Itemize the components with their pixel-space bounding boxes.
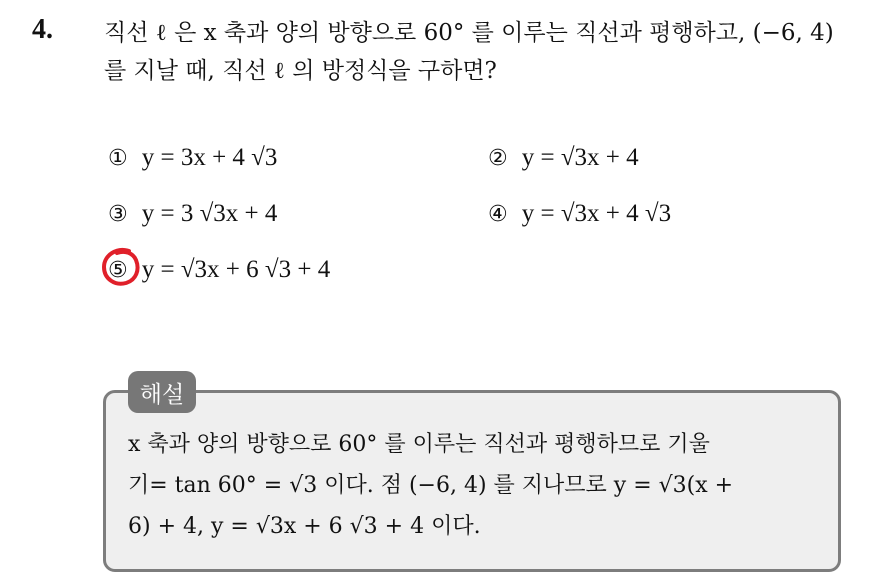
choice-3[interactable] (108, 200, 277, 228)
solution-text (128, 424, 828, 547)
choice-2-expression: y = √3x + 4 (521, 144, 639, 171)
stem-line-1: 직선 ℓ 은 x 축과 양의 방향으로 60° 를 이루는 직선과 평행하고, (−6, 4) (104, 20, 834, 46)
choice-2-marker: ② (488, 145, 508, 171)
problem-stem (104, 14, 874, 90)
choice-1-marker: ① (108, 145, 128, 171)
choice-5-marker-wrap (108, 257, 142, 283)
solution-line-2: 기= tan 60° = √3 이다. 점 (−6, 4) 를 지나므로 y = √3(x + (128, 473, 734, 498)
choice-3-marker: ③ (108, 201, 128, 227)
solution-line-1: x 축과 양의 방향으로 60° 를 이루는 직선과 평행하므로 기울 (128, 432, 710, 457)
choice-5-marker: ⑤ (108, 258, 128, 283)
solution-line-3: 6) + 4, y = √3x + 6 √3 + 4 이다. (128, 514, 481, 539)
choice-5-expression: y = √3x + 6 √3 + 4 (141, 256, 331, 283)
choice-1-expression: y = 3x + 4 √3 (141, 144, 278, 171)
choice-4-expression: y = √3x + 4 √3 (521, 200, 672, 227)
choice-1[interactable] (108, 144, 277, 172)
choice-4[interactable] (488, 200, 671, 228)
stem-line-2: 를 지날 때, 직선 ℓ 의 방정식을 구하면? (104, 58, 497, 84)
choice-5[interactable] (108, 256, 330, 284)
solution-tag: 해설 (128, 371, 196, 413)
problem-number: 4. (32, 14, 53, 45)
choice-4-marker: ④ (488, 201, 508, 227)
choice-3-expression: y = 3 √3x + 4 (141, 200, 278, 227)
choice-2[interactable] (488, 144, 639, 172)
answer-circle-mark (99, 245, 143, 289)
